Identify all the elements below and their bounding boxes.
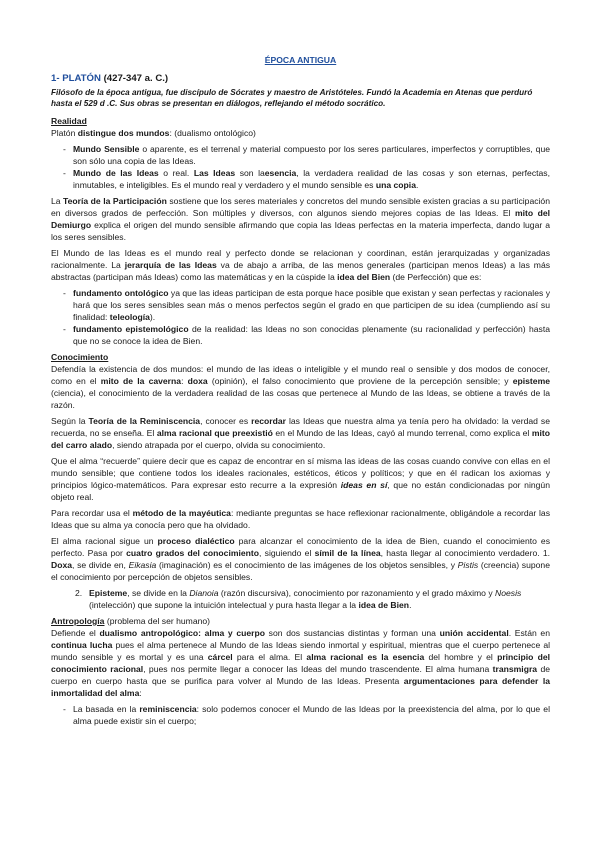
author-dates: (427-347 a. C.) bbox=[103, 73, 169, 84]
antropologia-paragraph: Defiende el dualismo antropológico: alma y cuerpo son dos sustancias distintas y forman una unión accidental. Están en continua lucha pues el alma pertenece al Mundo de las Ideas siendo inmortal y espiritual, mientras que el cuerpo pertenece al mundo sensible y es mortal y es una cárcel para el alma. El alma racional es la esencia del hombre y el principio del conocimiento racional, pues nos permite llegar a conocer las Ideas del mundo trascendente. El alma humana transmigra de cuerpo en cuerpo hasta que se purifica para volver al Mundo de las Ideas. Presenta argumentaciones para defender la inmortalidad del alma: bbox=[51, 628, 551, 698]
section-heading-conocimiento: Conocimiento bbox=[51, 352, 109, 362]
list-item-fundamento-ontologico: - fundamento ontológico ya que las ideas participan de esta porque hace posible que existan y sean perfectas y racionales y hará que los seres sensibles sean más o menos perfectos según el grado en que participen de su idea (cumpliendo así su finalidad: teleología). bbox=[51, 287, 550, 323]
conocimiento-grados-list bbox=[51, 587, 550, 611]
list-item-episteme: 2. Episteme, se divide en la Dianoia (razón discursiva), conocimiento por razonamiento y el grado máximo y Noesis (intelección) que supone la intuición intelectual y pura hasta llegar a la idea de Bien. bbox=[75, 588, 522, 610]
section-heading-realidad: Realidad bbox=[51, 116, 87, 126]
recordar-paragraph: Que el alma “recuerde” quiere decir que es capaz de encontrar en sí misma las ideas de las cosas cuando convive con ellas en el mundo sensible; que contiene todos los ideales racionales, estéticos, éticos y políticos; y que en él radican los axiomas y principios lógico-matemáticos. Para expresar esto recurre a la expresión ideas en sí, que no están condicionadas por ningún objeto real. bbox=[51, 456, 550, 502]
section-heading-antropologia: Antropología (problema del ser humano) bbox=[51, 616, 211, 626]
list-item-mundo-ideas: - Mundo de las Ideas o real. Las Ideas son laesencia, la verdadera realidad de las cosas y son eternas, perfectas, inmutables, e inteligibles. Es el mundo real y verdadero y el mundo sensible es una copia. bbox=[51, 167, 550, 191]
document-title: ÉPOCA ANTIGUA bbox=[264, 55, 337, 65]
author-intro: Filósofo de la época antigua, fue discípulo de Sócrates y maestro de Aristóteles. Fundó la Academia en Atenas que perduró hasta el 529 d .C. Sus obras se presentan en diálogos, reflejando el método socrático. bbox=[51, 88, 533, 108]
list-item-mundo-sensible: - Mundo Sensible o aparente, es el terrenal y material compuesto por los seres particulares, imperfectos y corruptibles, que son sólo una copia de las Ideas. bbox=[51, 143, 550, 167]
realidad-paragraph-1: Platón distingue dos mundos: (dualismo ontológico) bbox=[51, 128, 256, 138]
list-item-reminiscencia: - La basada en la reminiscencia: solo podemos conocer el Mundo de las Ideas por la preexistencia del alma, por lo que el alma puede existir sin el cuerpo; bbox=[51, 703, 550, 727]
bien-fundamentos-list bbox=[51, 287, 550, 347]
realidad-mundos-list bbox=[51, 143, 550, 191]
conocimiento-paragraph-1: Defendía la existencia de dos mundos: el mundo de las ideas o inteligible y el mundo real o sensible y dos modos de conocer, como en el mito de la caverna: doxa (opinión), el falso conocimiento que proviene de la percepción sensible; y episteme (ciencia), el conocimiento de la verdadera realidad de las cosas que pertenece al Mundo de las Ideas, se obtiene a través de la razón. bbox=[51, 364, 550, 410]
reminiscencia-paragraph: Según la Teoría de la Reminiscencia, conocer es recordar las Ideas que nuestra alma ya tenía pero ha olvidado: la verdad se recuerda, no se enseña. El alma racional que preexistió en el Mundo de las Ideas, cayó al mundo terrenal, como explica el mito del carro alado, siendo atrapada por el cuerpo, olvida su conocimiento. bbox=[51, 416, 550, 450]
list-item-fundamento-epistemologico: - fundamento epistemológico de la realidad: las Ideas no son conocidas plenamente (su racionalidad y perfección) hasta que no se conoce la idea de Bien. bbox=[51, 323, 550, 347]
mayeutica-paragraph: Para recordar usa el método de la mayéutica: mediante preguntas se hace reflexionar racionalmente, obligándole a recordar las Ideas que su alma ya conocía pero que ha olvidado. bbox=[51, 508, 550, 530]
jerarquia-paragraph: El Mundo de las Ideas es el mundo real y perfecto donde se relacionan y coordinan, están jerarquizadas y organizadas racionalmente. La jerarquía de las Ideas va de abajo a arriba, de las menos generales (participan menos Ideas) a las más abstractas (participan más Ideas) como las matemáticas y en la cúspide la idea del Bien (de Perfección) que es: bbox=[51, 248, 551, 282]
author-name: 1- PLATÓN bbox=[51, 73, 101, 84]
dialectica-paragraph: El alma racional sigue un proceso dialéctico para alcanzar el conocimiento de la idea de Bien, cuando el conocimiento es perfecto. Pasa por cuatro grados del conocimiento, siguiendo el símil de la línea, hasta llegar al conocimiento verdadero. 1. Doxa, se divide en, Eikasia (imaginación) es el conocimiento de las imágenes de los objetos sensibles, y Pistis (creencia) supone el conocimiento por percepción de objetos sensibles. bbox=[51, 536, 551, 582]
participacion-paragraph: La Teoría de la Participación sostiene que los seres materiales y concretos del mundo sensible existen gracias a su participación en diversos grados de perfección. Son múltiples y diversos, con algunos siendo mejores copias de las Ideas. El mito del Demiurgo explica el origen del mundo sensible afirmando que copia las Ideas perfectas en la materia imperfecta, dando lugar a los seres sensibles. bbox=[51, 196, 551, 242]
author-heading bbox=[51, 73, 550, 85]
inmortalidad-list bbox=[51, 703, 550, 727]
